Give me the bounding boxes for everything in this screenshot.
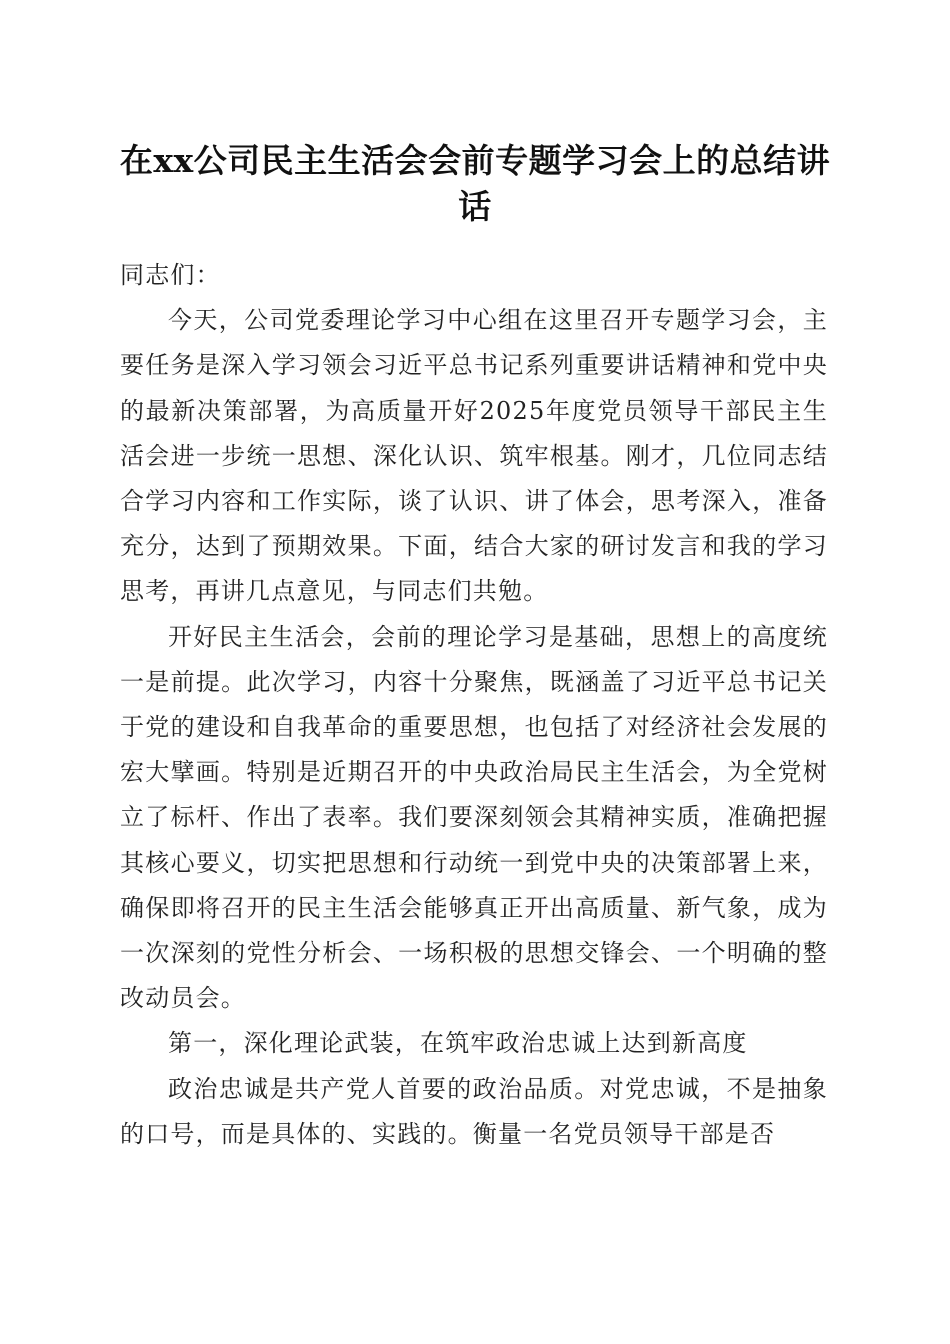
salutation: 同志们： — [120, 261, 221, 289]
document-title: 在xx公司民主生活会会前专题学习会上的总结讲话 — [119, 141, 831, 226]
paragraph-intro: 今天，公司党委理论学习中心组在这里召开专题学习会，主要任务是深入学习领会习近平总书记系列重要讲话精神和党中央的最新决策部署，为高质量开好2025年度党员领导干部民主生活会进一步统一思想、深化认识、筑牢根基。刚才，几位同志结合学习内容和工作实际，谈了认识、讲了体会，思考深入，准备充分，达到了预期效果。下面，结合大家的研讨发言和我的学习思考，再讲几点意见，与同志们共勉。 — [120, 306, 828, 606]
paragraph-study: 开好民主生活会，会前的理论学习是基础，思想上的高度统一是前提。此次学习，内容十分聚焦，既涵盖了习近平总书记关于党的建设和自我革命的重要思想，也包括了对经济社会发展的宏大擘画。特别是近期召开的中央政治局民主生活会，为全党树立了标杆、作出了表率。我们要深刻领会其精神实质，准确把握其核心要义，切实把思想和行动统一到党中央的决策部署上来，确保即将召开的民主生活会能够真正开出高质量、新气象，成为一次深刻的党性分析会、一场积极的思想交锋会、一个明确的整改动员会。 — [120, 622, 828, 1013]
section-heading: 第一，深化理论武装，在筑牢政治忠诚上达到新高度 — [168, 1029, 748, 1058]
paragraph-loyalty: 政治忠诚是共产党人首要的政治品质。对党忠诚，不是抽象的口号，而是具体的、实践的。衡量一名党员领导干部是否 — [120, 1074, 828, 1148]
document-body — [120, 253, 828, 1157]
